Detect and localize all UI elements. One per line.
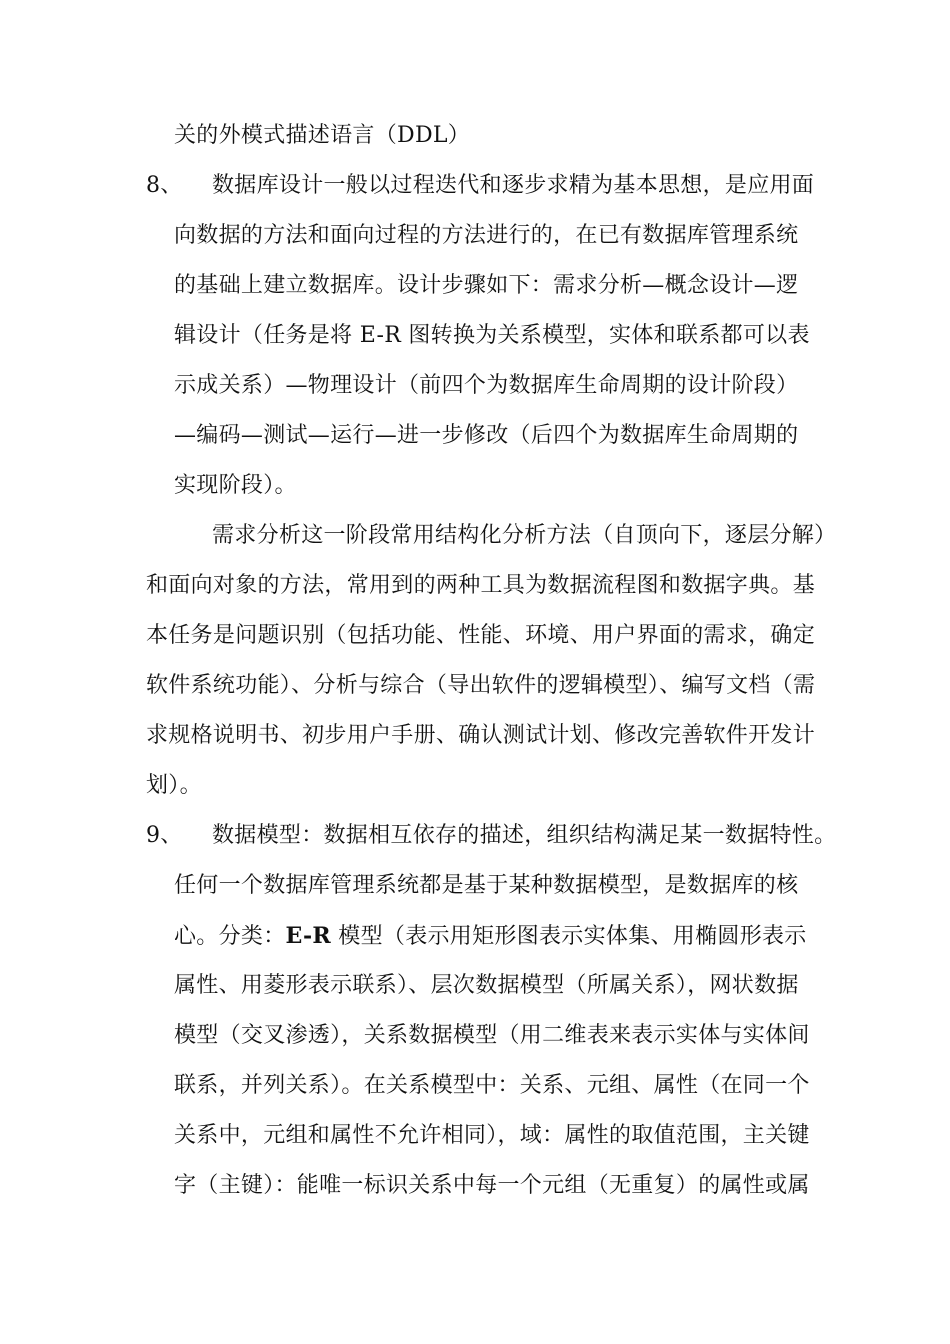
list-item-9 [0, 811, 950, 861]
line-text: 向数据的方法和面向过程的方法进行的，在已有数据库管理系统 [174, 223, 799, 248]
list-item-8 [0, 161, 950, 211]
text-line [0, 861, 950, 911]
line-text: 和面向对象的方法，常用到的两种工具为数据流程图和数据字典。基 [146, 573, 816, 598]
line-text-part: 模型（表示用矩形图表示实体集、用椭圆形表示 [331, 924, 807, 949]
line-text: —编码—测试—运行—进一步修改（后四个为数据库生命周期的 [174, 423, 799, 448]
text-line [0, 361, 950, 411]
line-text: 本任务是问题识别（包括功能、性能、环境、用户界面的需求，确定 [146, 623, 816, 648]
line-text: 划）。 [146, 773, 202, 798]
line-text: 任何一个数据库管理系统都是基于某种数据模型，是数据库的核 [174, 873, 799, 898]
text-line [0, 911, 950, 961]
line-text: 求规格说明书、初步用户手册、确认测试计划、修改完善软件开发计 [146, 723, 816, 748]
text-line [0, 1161, 950, 1211]
line-text: 数据模型：数据相互依存的描述，组织结构满足某一数据特性。 [212, 823, 837, 848]
line-text: 的基础上建立数据库。设计步骤如下：需求分析—概念设计—逻 [174, 273, 799, 298]
line-text: 实现阶段）。 [174, 473, 297, 498]
line-text: 模型（交叉渗透），关系数据模型（用二维表来表示实体与实体间 [174, 1023, 810, 1048]
line-text: 示成关系）—物理设计（前四个为数据库生命周期的设计阶段） [174, 373, 799, 398]
line-text: 关的外模式描述语言（DDL） [174, 123, 471, 148]
text-line [0, 211, 950, 261]
text-line [0, 661, 950, 711]
text-line [0, 461, 950, 511]
line-text: 联系，并列关系）。在关系模型中：关系、元组、属性（在同一个 [174, 1073, 810, 1098]
line-text: 需求分析这一阶段常用结构化分析方法（自顶向下，逐层分解） [212, 523, 837, 548]
er-model-term: E-R [285, 923, 332, 949]
text-line [0, 311, 950, 361]
text-line [0, 1061, 950, 1111]
line-text: 属性、用菱形表示联系）、层次数据模型（所属关系），网状数据 [174, 973, 799, 998]
line-text: 辑设计（任务是将 E-R 图转换为关系模型，实体和联系都可以表 [174, 323, 810, 348]
paragraph-first-line [0, 511, 950, 561]
text-line [0, 1011, 950, 1061]
text-line [0, 411, 950, 461]
text-line [0, 611, 950, 661]
text-line [0, 761, 950, 811]
text-line [0, 111, 950, 161]
line-text: 关系中，元组和属性不允许相同），域：属性的取值范围，主关键 [174, 1123, 810, 1148]
item-number: 8、 [146, 173, 183, 198]
item-number: 9、 [146, 823, 183, 848]
line-text: 数据库设计一般以过程迭代和逐步求精为基本思想，是应用面 [212, 173, 815, 198]
line-text: 软件系统功能）、分析与综合（导出软件的逻辑模型）、编写文档（需 [146, 673, 816, 698]
text-line [0, 961, 950, 1011]
line-text: 字（主键）：能唯一标识关系中每一个元组（无重复）的属性或属 [174, 1173, 810, 1198]
text-line [0, 261, 950, 311]
text-line [0, 1111, 950, 1161]
line-text-mixed [174, 911, 807, 962]
text-line [0, 561, 950, 611]
text-line [0, 711, 950, 761]
line-text-part: 心。分类： [174, 924, 286, 949]
